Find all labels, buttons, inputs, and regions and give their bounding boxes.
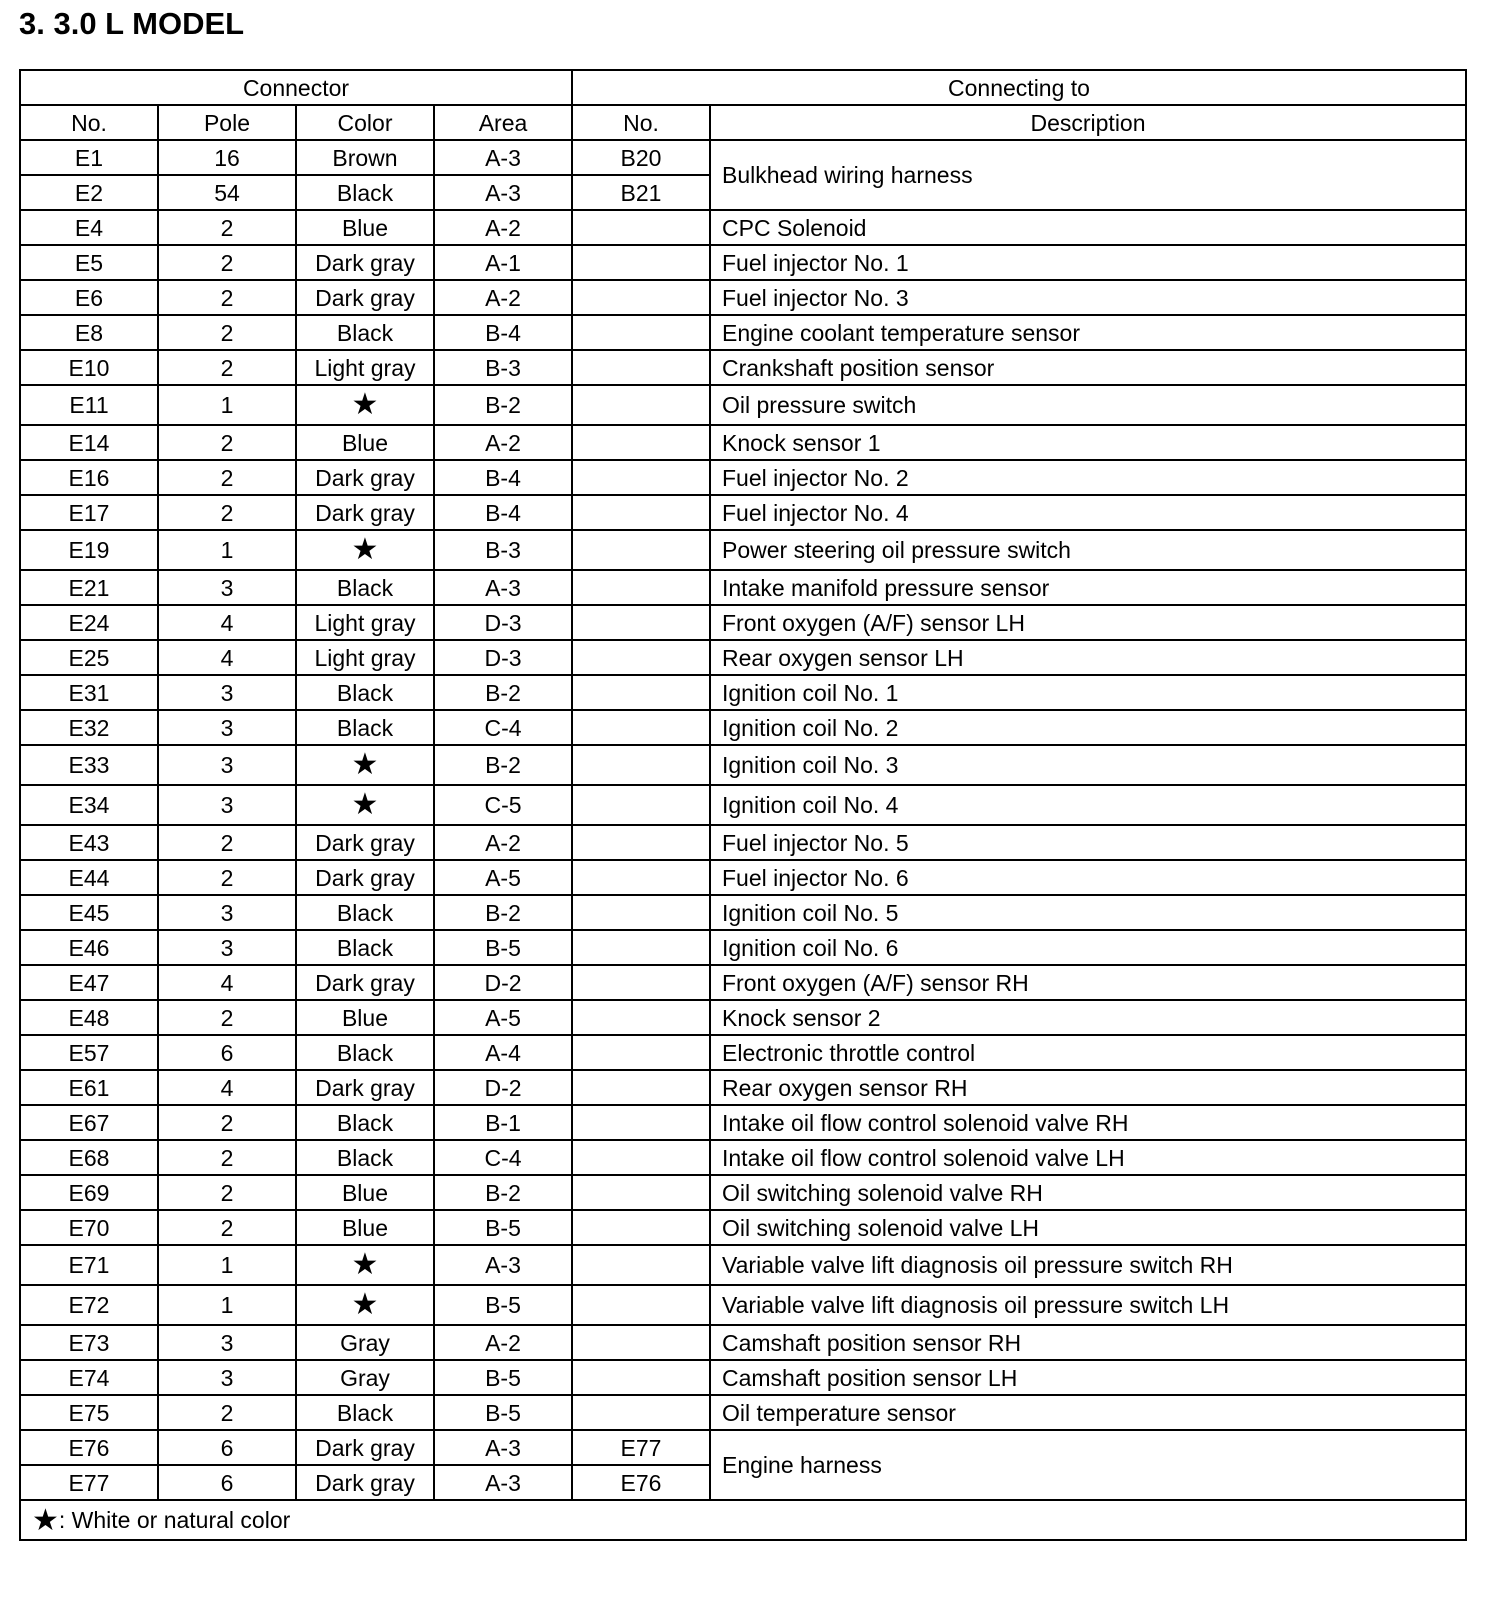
cell-to-no bbox=[572, 495, 710, 530]
cell-description: Engine coolant temperature sensor bbox=[710, 315, 1466, 350]
cell-description: Fuel injector No. 1 bbox=[710, 245, 1466, 280]
cell-color: Black bbox=[296, 710, 434, 745]
cell-pole: 2 bbox=[158, 1140, 296, 1175]
cell-to-no: B20 bbox=[572, 140, 710, 175]
cell-pole: 3 bbox=[158, 745, 296, 785]
cell-area: D-3 bbox=[434, 640, 572, 675]
cell-pole: 1 bbox=[158, 530, 296, 570]
group-header-row bbox=[20, 70, 1466, 105]
cell-color: Dark gray bbox=[296, 825, 434, 860]
header-to-no: No. bbox=[572, 105, 710, 140]
cell-color: Dark gray bbox=[296, 965, 434, 1000]
cell-pole: 1 bbox=[158, 385, 296, 425]
cell-no: E75 bbox=[20, 1395, 158, 1430]
table-row bbox=[20, 930, 1466, 965]
cell-description: Engine harness bbox=[710, 1430, 1466, 1500]
cell-to-no bbox=[572, 860, 710, 895]
table-row bbox=[20, 895, 1466, 930]
cell-area: B-5 bbox=[434, 1210, 572, 1245]
cell-to-no bbox=[572, 210, 710, 245]
cell-no: E32 bbox=[20, 710, 158, 745]
cell-no: E47 bbox=[20, 965, 158, 1000]
cell-color: Dark gray bbox=[296, 495, 434, 530]
cell-area: C-4 bbox=[434, 1140, 572, 1175]
cell-color: Blue bbox=[296, 1000, 434, 1035]
cell-color: Black bbox=[296, 1395, 434, 1430]
cell-area: A-2 bbox=[434, 280, 572, 315]
cell-color: Black bbox=[296, 895, 434, 930]
cell-description: Oil switching solenoid valve RH bbox=[710, 1175, 1466, 1210]
cell-color: Black bbox=[296, 930, 434, 965]
table-row bbox=[20, 495, 1466, 530]
cell-description: Front oxygen (A/F) sensor LH bbox=[710, 605, 1466, 640]
cell-area: B-3 bbox=[434, 350, 572, 385]
table-row bbox=[20, 860, 1466, 895]
cell-pole: 2 bbox=[158, 425, 296, 460]
cell-description: Front oxygen (A/F) sensor RH bbox=[710, 965, 1466, 1000]
cell-to-no bbox=[572, 570, 710, 605]
header-area: Area bbox=[434, 105, 572, 140]
table-row bbox=[20, 350, 1466, 385]
cell-description: Knock sensor 2 bbox=[710, 1000, 1466, 1035]
cell-description: Ignition coil No. 3 bbox=[710, 745, 1466, 785]
cell-pole: 3 bbox=[158, 710, 296, 745]
cell-to-no bbox=[572, 710, 710, 745]
cell-description: Intake oil flow control solenoid valve LH bbox=[710, 1140, 1466, 1175]
cell-pole: 2 bbox=[158, 1175, 296, 1210]
cell-no: E45 bbox=[20, 895, 158, 930]
cell-description: Variable valve lift diagnosis oil pressure switch RH bbox=[710, 1245, 1466, 1285]
cell-area: B-4 bbox=[434, 315, 572, 350]
cell-color: Dark gray bbox=[296, 280, 434, 315]
cell-description: Fuel injector No. 5 bbox=[710, 825, 1466, 860]
cell-no: E24 bbox=[20, 605, 158, 640]
cell-area: D-3 bbox=[434, 605, 572, 640]
cell-pole: 1 bbox=[158, 1285, 296, 1325]
table-row bbox=[20, 1245, 1466, 1285]
cell-to-no bbox=[572, 1285, 710, 1325]
table-row bbox=[20, 1000, 1466, 1035]
cell-color: Dark gray bbox=[296, 1465, 434, 1500]
cell-pole: 3 bbox=[158, 895, 296, 930]
cell-color: Gray bbox=[296, 1325, 434, 1360]
cell-area: A-4 bbox=[434, 1035, 572, 1070]
table-row bbox=[20, 1070, 1466, 1105]
cell-description: Intake oil flow control solenoid valve RH bbox=[710, 1105, 1466, 1140]
cell-area: A-3 bbox=[434, 140, 572, 175]
header-connector: Connector bbox=[20, 70, 572, 105]
cell-area: B-4 bbox=[434, 460, 572, 495]
star-icon: ★ bbox=[296, 1245, 434, 1285]
star-icon: ★ bbox=[296, 745, 434, 785]
cell-no: E25 bbox=[20, 640, 158, 675]
cell-to-no bbox=[572, 785, 710, 825]
cell-area: B-1 bbox=[434, 1105, 572, 1140]
footnote-text: : White or natural color bbox=[58, 1506, 291, 1533]
cell-description: Fuel injector No. 6 bbox=[710, 860, 1466, 895]
table-row bbox=[20, 605, 1466, 640]
cell-color: Black bbox=[296, 175, 434, 210]
cell-pole: 3 bbox=[158, 930, 296, 965]
cell-area: B-2 bbox=[434, 895, 572, 930]
cell-color: Dark gray bbox=[296, 860, 434, 895]
cell-pole: 6 bbox=[158, 1430, 296, 1465]
cell-no: E57 bbox=[20, 1035, 158, 1070]
cell-to-no bbox=[572, 605, 710, 640]
cell-area: A-2 bbox=[434, 825, 572, 860]
cell-pole: 2 bbox=[158, 825, 296, 860]
cell-to-no bbox=[572, 1395, 710, 1430]
cell-to-no bbox=[572, 315, 710, 350]
cell-pole: 2 bbox=[158, 1395, 296, 1430]
cell-pole: 4 bbox=[158, 640, 296, 675]
cell-area: B-3 bbox=[434, 530, 572, 570]
table-row bbox=[20, 710, 1466, 745]
table-row bbox=[20, 530, 1466, 570]
cell-pole: 2 bbox=[158, 280, 296, 315]
table-row bbox=[20, 1395, 1466, 1430]
cell-to-no bbox=[572, 675, 710, 710]
cell-no: E76 bbox=[20, 1430, 158, 1465]
cell-no: E74 bbox=[20, 1360, 158, 1395]
cell-color: Light gray bbox=[296, 640, 434, 675]
table-row bbox=[20, 825, 1466, 860]
header-connecting-to: Connecting to bbox=[572, 70, 1466, 105]
cell-color: Black bbox=[296, 315, 434, 350]
cell-no: E5 bbox=[20, 245, 158, 280]
cell-no: E46 bbox=[20, 930, 158, 965]
cell-to-no: E77 bbox=[572, 1430, 710, 1465]
table-row bbox=[20, 1430, 1466, 1465]
cell-area: B-5 bbox=[434, 1285, 572, 1325]
cell-to-no bbox=[572, 930, 710, 965]
cell-area: B-2 bbox=[434, 1175, 572, 1210]
cell-color: Blue bbox=[296, 425, 434, 460]
cell-pole: 3 bbox=[158, 785, 296, 825]
cell-area: A-2 bbox=[434, 1325, 572, 1360]
page-title: 3. 3.0 L MODEL bbox=[19, 6, 245, 41]
table-row bbox=[20, 965, 1466, 1000]
cell-to-no bbox=[572, 530, 710, 570]
table-row bbox=[20, 210, 1466, 245]
cell-to-no bbox=[572, 1245, 710, 1285]
cell-area: A-5 bbox=[434, 1000, 572, 1035]
cell-no: E8 bbox=[20, 315, 158, 350]
cell-area: A-3 bbox=[434, 1465, 572, 1500]
star-icon: ★ bbox=[296, 785, 434, 825]
table-row bbox=[20, 1325, 1466, 1360]
cell-pole: 6 bbox=[158, 1035, 296, 1070]
cell-to-no bbox=[572, 895, 710, 930]
cell-no: E11 bbox=[20, 385, 158, 425]
cell-description: Bulkhead wiring harness bbox=[710, 140, 1466, 210]
cell-pole: 2 bbox=[158, 860, 296, 895]
table-row bbox=[20, 1105, 1466, 1140]
cell-area: B-5 bbox=[434, 930, 572, 965]
cell-color: Blue bbox=[296, 210, 434, 245]
cell-area: B-4 bbox=[434, 495, 572, 530]
table-row bbox=[20, 140, 1466, 175]
header-no: No. bbox=[20, 105, 158, 140]
table-row bbox=[20, 1210, 1466, 1245]
column-header-row bbox=[20, 105, 1466, 140]
cell-description: Intake manifold pressure sensor bbox=[710, 570, 1466, 605]
cell-pole: 1 bbox=[158, 1245, 296, 1285]
cell-pole: 2 bbox=[158, 350, 296, 385]
cell-no: E16 bbox=[20, 460, 158, 495]
cell-color: Black bbox=[296, 1035, 434, 1070]
cell-description: Electronic throttle control bbox=[710, 1035, 1466, 1070]
header-color: Color bbox=[296, 105, 434, 140]
cell-pole: 2 bbox=[158, 315, 296, 350]
cell-color: Light gray bbox=[296, 605, 434, 640]
cell-area: A-3 bbox=[434, 1245, 572, 1285]
cell-pole: 2 bbox=[158, 210, 296, 245]
cell-to-no bbox=[572, 460, 710, 495]
cell-description: Rear oxygen sensor LH bbox=[710, 640, 1466, 675]
cell-to-no bbox=[572, 640, 710, 675]
cell-pole: 2 bbox=[158, 1000, 296, 1035]
cell-pole: 4 bbox=[158, 605, 296, 640]
table-row bbox=[20, 280, 1466, 315]
cell-no: E71 bbox=[20, 1245, 158, 1285]
cell-pole: 3 bbox=[158, 1360, 296, 1395]
cell-color: Dark gray bbox=[296, 460, 434, 495]
cell-pole: 4 bbox=[158, 965, 296, 1000]
cell-pole: 6 bbox=[158, 1465, 296, 1500]
cell-to-no bbox=[572, 965, 710, 1000]
table-body bbox=[20, 140, 1466, 1500]
cell-description: Fuel injector No. 3 bbox=[710, 280, 1466, 315]
cell-no: E19 bbox=[20, 530, 158, 570]
table-row bbox=[20, 570, 1466, 605]
cell-pole: 54 bbox=[158, 175, 296, 210]
cell-description: Ignition coil No. 6 bbox=[710, 930, 1466, 965]
cell-no: E4 bbox=[20, 210, 158, 245]
cell-to-no bbox=[572, 1000, 710, 1035]
table-row bbox=[20, 1035, 1466, 1070]
table-row bbox=[20, 385, 1466, 425]
cell-to-no: B21 bbox=[572, 175, 710, 210]
cell-description: Variable valve lift diagnosis oil pressure switch LH bbox=[710, 1285, 1466, 1325]
cell-no: E73 bbox=[20, 1325, 158, 1360]
cell-no: E14 bbox=[20, 425, 158, 460]
cell-to-no bbox=[572, 1140, 710, 1175]
cell-no: E48 bbox=[20, 1000, 158, 1035]
cell-color: Black bbox=[296, 675, 434, 710]
cell-description: Ignition coil No. 2 bbox=[710, 710, 1466, 745]
cell-description: Oil pressure switch bbox=[710, 385, 1466, 425]
cell-area: C-4 bbox=[434, 710, 572, 745]
cell-area: B-2 bbox=[434, 675, 572, 710]
cell-no: E17 bbox=[20, 495, 158, 530]
table-row bbox=[20, 460, 1466, 495]
cell-color: Blue bbox=[296, 1175, 434, 1210]
cell-color: Dark gray bbox=[296, 1430, 434, 1465]
cell-description: Oil temperature sensor bbox=[710, 1395, 1466, 1430]
cell-no: E34 bbox=[20, 785, 158, 825]
footnote bbox=[20, 1500, 1466, 1540]
star-icon: ★ bbox=[296, 530, 434, 570]
cell-to-no bbox=[572, 385, 710, 425]
cell-description: Fuel injector No. 4 bbox=[710, 495, 1466, 530]
cell-to-no bbox=[572, 745, 710, 785]
cell-description: Ignition coil No. 4 bbox=[710, 785, 1466, 825]
cell-description: Camshaft position sensor RH bbox=[710, 1325, 1466, 1360]
cell-area: A-2 bbox=[434, 425, 572, 460]
header-pole: Pole bbox=[158, 105, 296, 140]
cell-area: A-2 bbox=[434, 210, 572, 245]
cell-pole: 2 bbox=[158, 245, 296, 280]
cell-description: Oil switching solenoid valve LH bbox=[710, 1210, 1466, 1245]
table-row bbox=[20, 425, 1466, 460]
cell-to-no bbox=[572, 1070, 710, 1105]
cell-no: E33 bbox=[20, 745, 158, 785]
cell-pole: 2 bbox=[158, 495, 296, 530]
cell-color: Dark gray bbox=[296, 1070, 434, 1105]
cell-description: Ignition coil No. 5 bbox=[710, 895, 1466, 930]
cell-area: B-5 bbox=[434, 1395, 572, 1430]
cell-to-no bbox=[572, 425, 710, 460]
table-row bbox=[20, 675, 1466, 710]
cell-pole: 2 bbox=[158, 460, 296, 495]
cell-color: Black bbox=[296, 1140, 434, 1175]
cell-no: E1 bbox=[20, 140, 158, 175]
cell-no: E67 bbox=[20, 1105, 158, 1140]
cell-no: E10 bbox=[20, 350, 158, 385]
cell-color: Black bbox=[296, 570, 434, 605]
cell-no: E61 bbox=[20, 1070, 158, 1105]
cell-to-no bbox=[572, 1175, 710, 1210]
cell-to-no bbox=[572, 245, 710, 280]
cell-pole: 16 bbox=[158, 140, 296, 175]
cell-description: Rear oxygen sensor RH bbox=[710, 1070, 1466, 1105]
cell-no: E70 bbox=[20, 1210, 158, 1245]
cell-no: E68 bbox=[20, 1140, 158, 1175]
cell-description: Crankshaft position sensor bbox=[710, 350, 1466, 385]
cell-to-no bbox=[572, 280, 710, 315]
cell-area: A-3 bbox=[434, 175, 572, 210]
cell-no: E21 bbox=[20, 570, 158, 605]
table-row bbox=[20, 1360, 1466, 1395]
cell-to-no bbox=[572, 1325, 710, 1360]
cell-to-no bbox=[572, 350, 710, 385]
cell-area: A-3 bbox=[434, 1430, 572, 1465]
cell-color: Light gray bbox=[296, 350, 434, 385]
cell-area: A-3 bbox=[434, 570, 572, 605]
cell-area: C-5 bbox=[434, 785, 572, 825]
table-row bbox=[20, 1175, 1466, 1210]
star-icon: ★ bbox=[296, 385, 434, 425]
table-row bbox=[20, 1285, 1466, 1325]
cell-area: A-5 bbox=[434, 860, 572, 895]
cell-area: B-2 bbox=[434, 745, 572, 785]
cell-description: CPC Solenoid bbox=[710, 210, 1466, 245]
cell-no: E2 bbox=[20, 175, 158, 210]
cell-pole: 3 bbox=[158, 1325, 296, 1360]
cell-area: B-2 bbox=[434, 385, 572, 425]
cell-to-no: E76 bbox=[572, 1465, 710, 1500]
cell-color: Blue bbox=[296, 1210, 434, 1245]
cell-color: Brown bbox=[296, 140, 434, 175]
connector-table bbox=[19, 69, 1467, 1541]
star-icon: ★ bbox=[296, 1285, 434, 1325]
table-row bbox=[20, 745, 1466, 785]
table-row bbox=[20, 785, 1466, 825]
cell-no: E69 bbox=[20, 1175, 158, 1210]
table-row bbox=[20, 640, 1466, 675]
cell-to-no bbox=[572, 1035, 710, 1070]
cell-pole: 2 bbox=[158, 1105, 296, 1140]
footnote-row bbox=[20, 1500, 1466, 1540]
cell-description: Ignition coil No. 1 bbox=[710, 675, 1466, 710]
table-row bbox=[20, 1140, 1466, 1175]
cell-color: Black bbox=[296, 1105, 434, 1140]
cell-to-no bbox=[572, 1360, 710, 1395]
cell-to-no bbox=[572, 1105, 710, 1140]
cell-pole: 2 bbox=[158, 1210, 296, 1245]
cell-no: E6 bbox=[20, 280, 158, 315]
cell-no: E43 bbox=[20, 825, 158, 860]
cell-description: Camshaft position sensor LH bbox=[710, 1360, 1466, 1395]
cell-area: B-5 bbox=[434, 1360, 572, 1395]
cell-pole: 3 bbox=[158, 570, 296, 605]
cell-no: E77 bbox=[20, 1465, 158, 1500]
cell-pole: 4 bbox=[158, 1070, 296, 1105]
cell-color: Dark gray bbox=[296, 245, 434, 280]
cell-no: E31 bbox=[20, 675, 158, 710]
cell-area: A-1 bbox=[434, 245, 572, 280]
cell-pole: 3 bbox=[158, 675, 296, 710]
cell-no: E44 bbox=[20, 860, 158, 895]
cell-area: D-2 bbox=[434, 965, 572, 1000]
star-icon: ★ bbox=[32, 1503, 59, 1537]
cell-to-no bbox=[572, 1210, 710, 1245]
cell-area: D-2 bbox=[434, 1070, 572, 1105]
cell-description: Power steering oil pressure switch bbox=[710, 530, 1466, 570]
cell-color: Gray bbox=[296, 1360, 434, 1395]
cell-description: Knock sensor 1 bbox=[710, 425, 1466, 460]
cell-description: Fuel injector No. 2 bbox=[710, 460, 1466, 495]
table-row bbox=[20, 245, 1466, 280]
table-row bbox=[20, 315, 1466, 350]
header-description: Description bbox=[710, 105, 1466, 140]
cell-no: E72 bbox=[20, 1285, 158, 1325]
cell-to-no bbox=[572, 825, 710, 860]
